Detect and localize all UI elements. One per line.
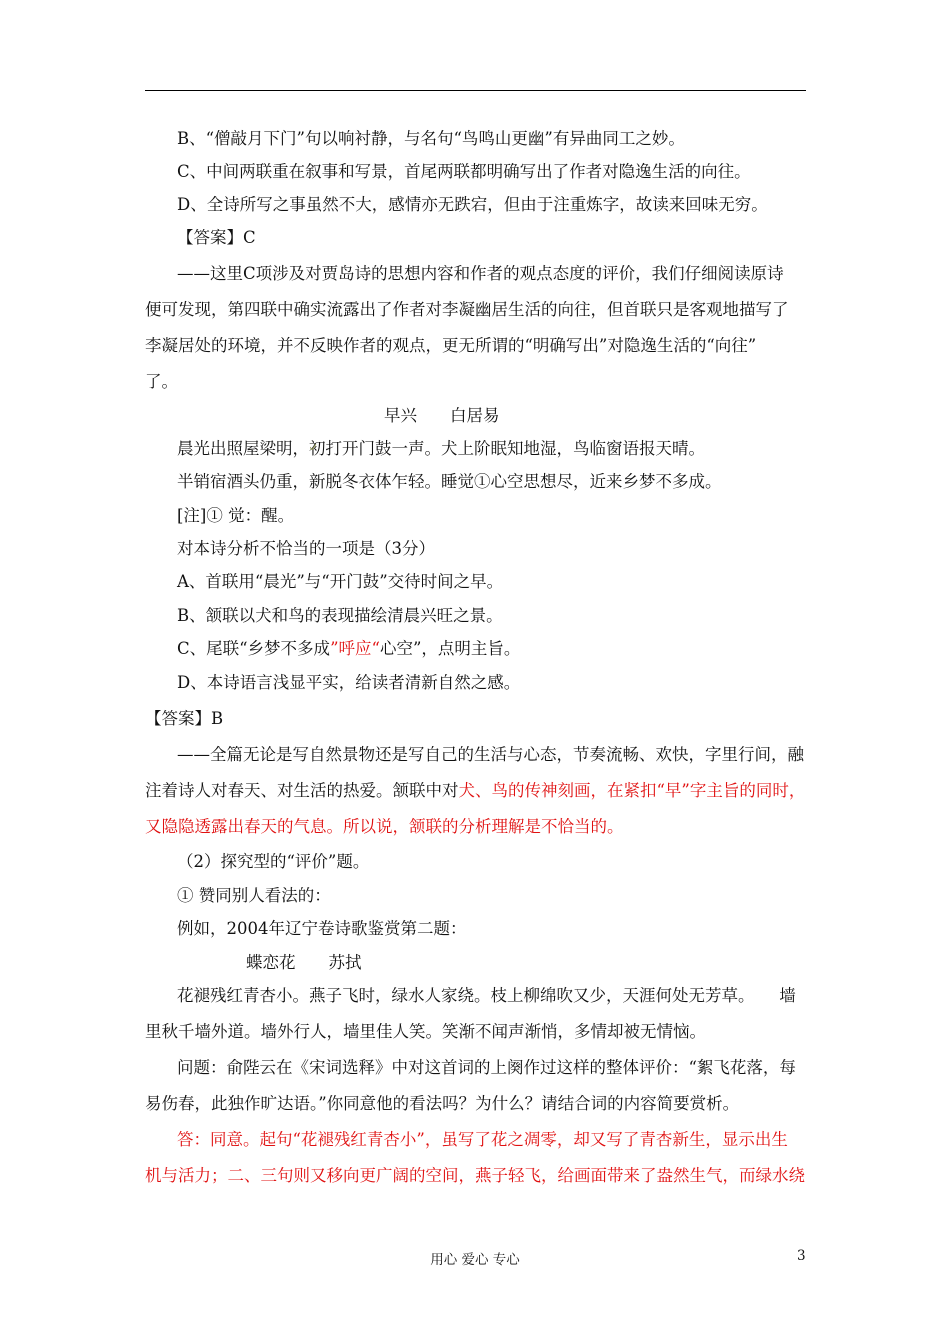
answer-label: 【答案】B — [145, 709, 224, 728]
explanation-line: ——这里C项涉及对贾岛诗的思想内容和作者的观点态度的评价，我们仔细阅读原诗 — [177, 264, 784, 283]
question: 易伤春，此独作旷达语。”你同意他的看法吗？为什么？请结合词的内容简要赏析。 — [145, 1094, 740, 1113]
poem-title: 蝶恋花 苏拭 — [246, 953, 362, 972]
poem-line: 晨光出照屋梁明，初打开门鼓一声。犬上阶眠知地湿，鸟临窗语报天晴。 — [177, 439, 705, 458]
header-rule — [145, 90, 806, 91]
explanation-line: 注着诗人对春天、对生活的热爱。颔联中对犬、鸟的传神刻画，在紧扣“早”字主旨的同时， — [145, 781, 806, 800]
subheading: ① 赞同别人看法的： — [177, 886, 331, 905]
question: 对本诗分析不恰当的一项是（3分） — [177, 539, 435, 558]
example-line: 例如，2004年辽宁卷诗歌鉴赏第二题： — [177, 919, 467, 938]
page-footer: 用心 爱心 专心 — [430, 1252, 520, 1268]
answer-text: 答：同意。起句“花褪残红青杏小”，虽写了花之凋零，却又写了青杏新生，显示出生 — [177, 1130, 788, 1149]
option-c: C、尾联“乡梦不多成”呼应“心空”，点明主旨。 — [177, 639, 521, 658]
explanation-line: 便可发现，第四联中确实流露出了作者对李凝幽居生活的向往，但首联只是客观地描写了 — [145, 300, 789, 319]
poem-line: 半销宿酒头仍重，新脱冬衣体乍轻。睡觉①心空思想尽，近来乡梦不多成。 — [177, 472, 722, 491]
poem-note: [注]① 觉：醒。 — [177, 506, 295, 525]
section-heading: （2）探究型的“评价”题。 — [177, 852, 370, 871]
poem-line: 里秋千墙外道。墙外行人，墙里佳人笑。笑渐不闻声渐悄，多情却被无情恼。 — [145, 1022, 706, 1041]
explanation-line: 了。 — [145, 372, 178, 391]
question: 问题：俞陛云在《宋词选释》中对这首词的上阕作过这样的整体评价：“絮飞花落，每 — [177, 1058, 796, 1077]
explanation-line: 又隐隐透露出春天的气息。所以说，颔联的分析理解是不恰当的。 — [145, 817, 624, 836]
option-d: D、全诗所写之事虽然不大，感情亦无跌宕，但由于注重炼字，故读来回味无穷。 — [177, 195, 768, 214]
page-number: 3 — [797, 1248, 806, 1264]
option-b: B、颔联以犬和鸟的表现描绘清晨兴旺之景。 — [177, 606, 503, 625]
mark-icon — [310, 444, 316, 450]
explanation-line: 李凝居处的环境，并不反映作者的观点，更无所谓的“明确写出”对隐逸生活的“向往” — [145, 336, 757, 355]
explanation-line: ——全篇无论是写自然景物还是写自己的生活与心态，节奏流畅、欢快，字里行间，融 — [177, 745, 804, 764]
answer-text: 机与活力；二、三句则又移向更广阔的空间，燕子轻飞，给画面带来了盎然生气，而绿水绕 — [145, 1166, 805, 1185]
option-b: B、“僧敲月下门”句以响衬静，与名句“鸟鸣山更幽”有异曲同工之妙。 — [177, 129, 685, 148]
poem-line: 花褪残红青杏小。燕子飞时，绿水人家绕。枝上柳绵吹又少，天涯何处无芳草。 墙 — [177, 986, 796, 1005]
poem-title: 早兴 白居易 — [384, 406, 500, 425]
option-a: A、首联用“晨光”与“开门鼓”交待时间之早。 — [177, 572, 504, 591]
answer-label: 【答案】C — [177, 228, 256, 247]
option-c: C、中间两联重在叙事和写景，首尾两联都明确写出了作者对隐逸生活的向往。 — [177, 162, 751, 181]
option-d: D、本诗语言浅显平实，给读者清新自然之感。 — [177, 673, 521, 692]
